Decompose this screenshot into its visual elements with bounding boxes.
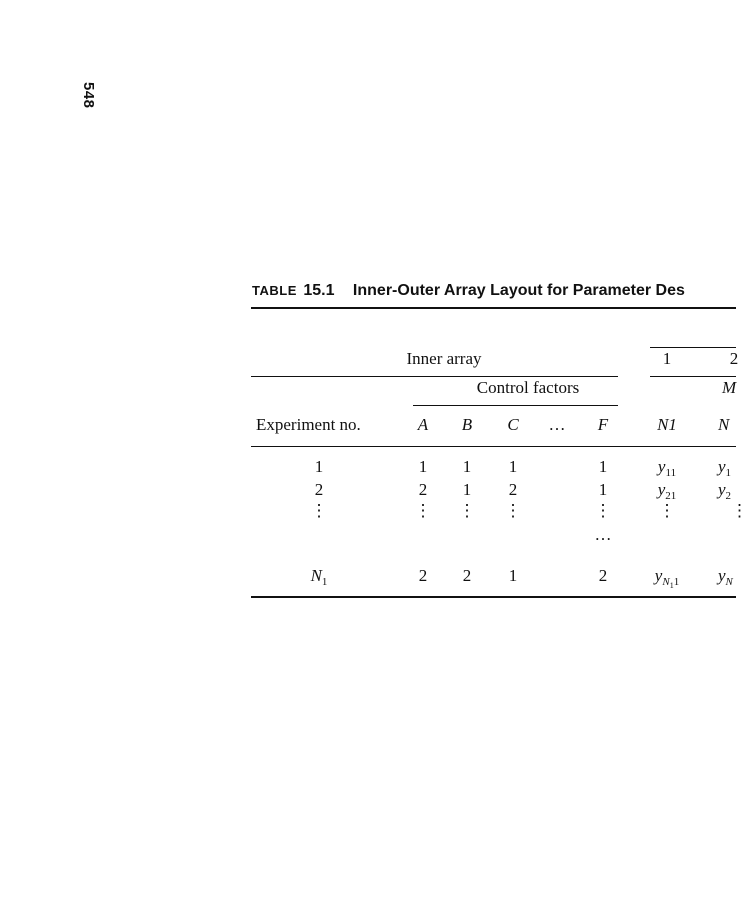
row2-f: 1 bbox=[598, 480, 608, 499]
vdots-experiment: ⋮ bbox=[310, 501, 328, 520]
table-number: 15.1 bbox=[303, 282, 335, 299]
table-label: TABLE bbox=[252, 283, 297, 298]
row1-f: 1 bbox=[598, 457, 608, 476]
last-row-c: 1 bbox=[508, 566, 518, 585]
outer-col-n-header: N bbox=[718, 415, 730, 434]
factor-b-header: B bbox=[461, 415, 473, 434]
row1-y2: $y_1$ bbox=[718, 457, 732, 479]
hdots-f: … bbox=[594, 525, 612, 544]
bottom-rule bbox=[251, 596, 736, 598]
last-row-experiment: $N_1$ bbox=[310, 566, 328, 588]
factor-a-header: A bbox=[417, 415, 429, 434]
row1-experiment: 1 bbox=[314, 457, 324, 476]
control-factors-rule bbox=[413, 405, 618, 406]
experiment-no-header: Experiment no. bbox=[256, 415, 361, 434]
factor-f-header: F bbox=[597, 415, 609, 434]
vdots-f: ⋮ bbox=[594, 501, 612, 520]
outer-subheader: M bbox=[722, 378, 737, 397]
vdots-b: ⋮ bbox=[458, 501, 476, 520]
vdots-c: ⋮ bbox=[504, 501, 522, 520]
vdots-a: ⋮ bbox=[414, 501, 432, 520]
factor-ellipsis-header: … bbox=[548, 415, 566, 434]
row1-y1: $y_{11}$ bbox=[657, 457, 677, 479]
control-factors-header: Control factors bbox=[476, 378, 580, 397]
row2-b: 1 bbox=[462, 480, 472, 499]
table-title: Inner-Outer Array Layout for Parameter Des bbox=[352, 282, 685, 299]
table-caption bbox=[252, 282, 685, 300]
row1-b: 1 bbox=[462, 457, 472, 476]
vdots-y1: ⋮ bbox=[658, 501, 676, 520]
outer-sub-rule bbox=[650, 376, 736, 377]
outer-col-number-2: 2 bbox=[729, 349, 739, 368]
top-rule bbox=[251, 307, 736, 309]
last-row-y2: $y_N$ bbox=[718, 566, 733, 588]
last-row-f: 2 bbox=[598, 566, 608, 585]
page-number: 548 bbox=[80, 82, 97, 109]
factor-c-header: C bbox=[507, 415, 519, 434]
outer-col-number-1: 1 bbox=[662, 349, 672, 368]
row1-a: 1 bbox=[418, 457, 428, 476]
vdots-y2: ⋮ bbox=[731, 501, 748, 520]
header-rule bbox=[251, 446, 736, 447]
row2-c: 2 bbox=[508, 480, 518, 499]
row1-c: 1 bbox=[508, 457, 518, 476]
row2-a: 2 bbox=[418, 480, 428, 499]
last-row-a: 2 bbox=[418, 566, 428, 585]
last-row-b: 2 bbox=[462, 566, 472, 585]
row2-y1: $y_{21}$ bbox=[657, 480, 677, 502]
row2-y2: $y_2$ bbox=[718, 480, 732, 502]
outer-col-n1-header: N1 bbox=[657, 415, 677, 434]
row2-experiment: 2 bbox=[314, 480, 324, 499]
inner-array-rule bbox=[251, 376, 618, 377]
last-row-y1: $y_{N_11}$ bbox=[654, 566, 680, 590]
outer-array-rule bbox=[650, 347, 736, 348]
inner-array-header: Inner array bbox=[406, 349, 482, 368]
